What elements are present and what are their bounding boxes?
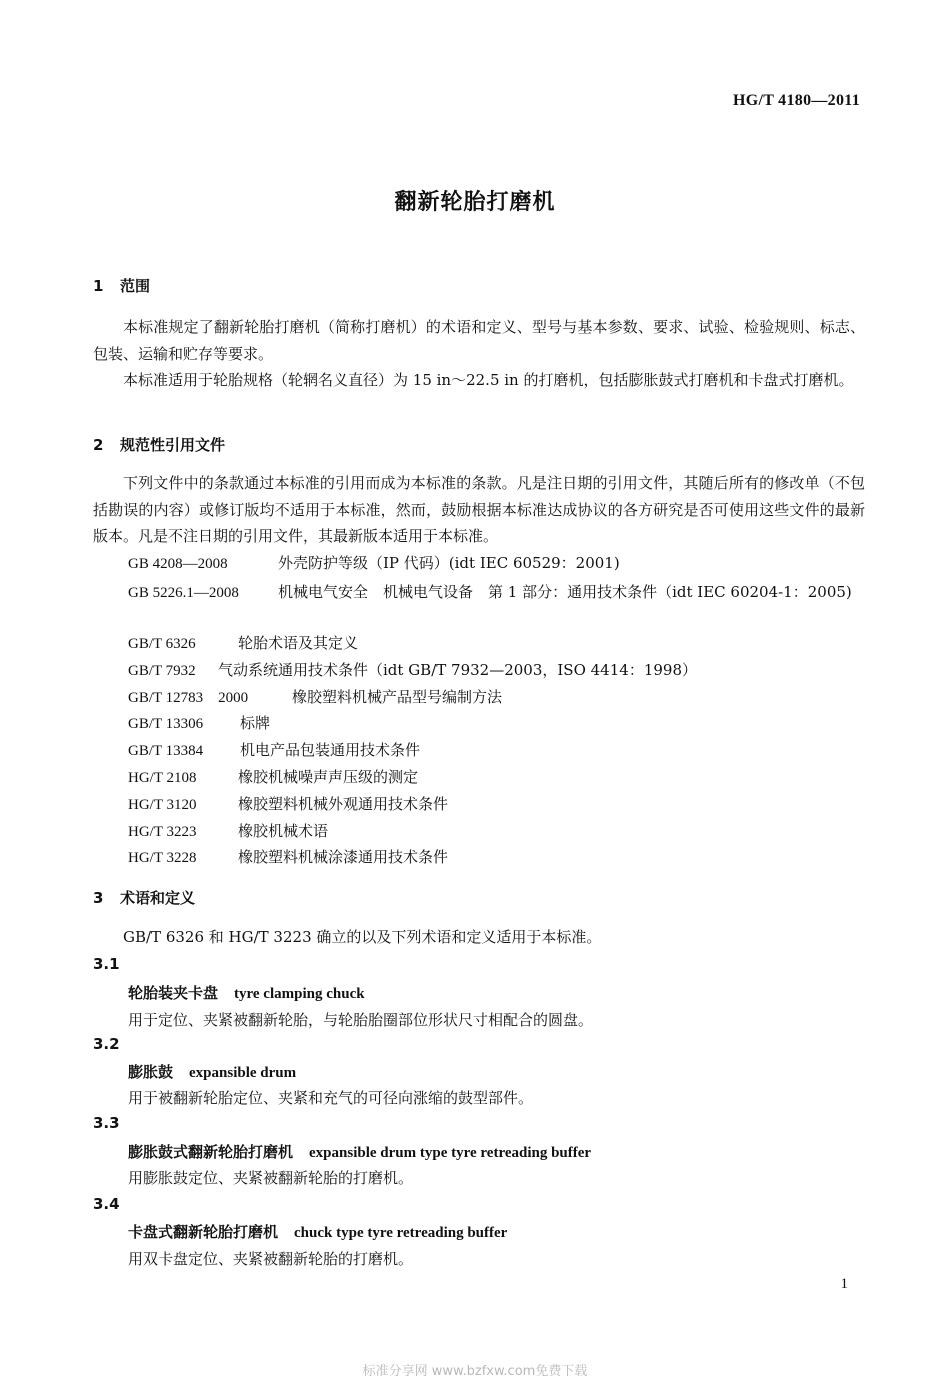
reference-title: 橡胶机械术语 bbox=[238, 822, 329, 840]
reference-title: 外壳防护等级（IP 代码）(idt IEC 60529：2001) bbox=[278, 554, 620, 572]
term-name bbox=[128, 1221, 507, 1242]
paragraph-scope-2: 本标准适用于轮胎规格（轮辋名义直径）为 15 in～22.5 in 的打磨机，包括膨胀鼓式打磨机和卡盘式打磨机。 bbox=[123, 371, 854, 389]
paragraph-normative-refs: 下列文件中的条款通过本标准的引用而成为本标准的条款。凡是注日期的引用文件，其随后所有的修改单（不包括勘误的内容）或修订版均不适用于本标准，然而，鼓励根据本标准达成协议的各方研究是否可使用这些文件的最新版本。凡是不注日期的引用文件，其最新版本适用于本标准。 bbox=[93, 474, 865, 545]
reference-code: GB 5226.1—2008 bbox=[128, 585, 239, 601]
reference-item bbox=[128, 766, 418, 787]
term-name-en: chuck type tyre retreading buffer bbox=[294, 1225, 508, 1241]
reference-code: HG/T 2108 bbox=[128, 770, 197, 786]
term-definition: 用双卡盘定位、夹紧被翻新轮胎的打磨机。 bbox=[128, 1250, 414, 1268]
paragraph-scope-1: 本标准规定了翻新轮胎打磨机（简称打磨机）的术语和定义、型号与基本参数、要求、试验、检验规则、标志、包装、运输和贮存等要求。 bbox=[93, 318, 865, 363]
section-heading-1 bbox=[93, 275, 150, 296]
page-number: 1 bbox=[840, 1276, 848, 1292]
term-name-en: tyre clamping chuck bbox=[234, 986, 365, 1002]
paragraph-terms-intro: GB/T 6326 和 HG/T 3223 确立的以及下列术语和定义适用于本标准。 bbox=[123, 928, 602, 946]
term-name bbox=[128, 1061, 296, 1082]
section-title: 规范性引用文件 bbox=[120, 436, 226, 454]
reference-title: 橡胶塑料机械外观通用技术条件 bbox=[238, 795, 449, 813]
reference-code: GB/T 13306 bbox=[128, 716, 204, 732]
section-heading-2 bbox=[93, 434, 225, 455]
reference-item bbox=[128, 739, 420, 760]
section-heading-3 bbox=[93, 887, 195, 908]
reference-item bbox=[93, 579, 865, 606]
term-number: 3.3 bbox=[93, 1114, 120, 1132]
term-name-en: expansible drum bbox=[189, 1065, 297, 1081]
reference-item bbox=[128, 659, 697, 680]
reference-code: GB/T 13384 bbox=[128, 743, 204, 759]
term-name-en: expansible drum type tyre retreading buffer bbox=[309, 1145, 592, 1161]
reference-item bbox=[128, 793, 448, 814]
reference-code: GB 4208—2008 bbox=[128, 556, 228, 572]
reference-item bbox=[128, 820, 328, 841]
reference-item bbox=[128, 712, 270, 733]
term-name-zh: 膨胀鼓 bbox=[128, 1063, 174, 1081]
reference-code: HG/T 3223 bbox=[128, 824, 197, 840]
document-title: 翻新轮胎打磨机 bbox=[394, 190, 556, 215]
reference-code: HG/T 3120 bbox=[128, 797, 197, 813]
term-name bbox=[128, 982, 365, 1003]
term-number: 3.1 bbox=[93, 955, 120, 973]
reference-item bbox=[128, 846, 448, 867]
reference-title: 轮胎术语及其定义 bbox=[238, 634, 359, 652]
section-title: 范围 bbox=[120, 277, 151, 295]
term-definition: 用于定位、夹紧被翻新轮胎，与轮胎胎圈部位形状尺寸相配合的圆盘。 bbox=[128, 1011, 594, 1029]
term-name-zh: 卡盘式翻新轮胎打磨机 bbox=[128, 1223, 279, 1241]
reference-title: 机械电气安全 机械电气设备 第 1 部分：通用技术条件（idt IEC 60204-1：2005) bbox=[278, 583, 852, 601]
standard-code: HG/T 4180—2011 bbox=[732, 92, 860, 109]
reference-item bbox=[128, 686, 502, 707]
section-number: 2 bbox=[93, 436, 104, 454]
reference-code: GB/T 6326 bbox=[128, 636, 196, 652]
term-number: 3.4 bbox=[93, 1195, 120, 1213]
term-name bbox=[128, 1141, 591, 1162]
reference-code: GB/T 7932 bbox=[128, 663, 196, 679]
footer-watermark: 标准分享网 www.bzfxw.com免费下载 bbox=[362, 1364, 588, 1379]
term-name-zh: 轮胎装夹卡盘 bbox=[128, 984, 219, 1002]
section-number: 3 bbox=[93, 889, 104, 907]
reference-title: 橡胶机械噪声声压级的测定 bbox=[238, 768, 419, 786]
term-definition: 用膨胀鼓定位、夹紧被翻新轮胎的打磨机。 bbox=[128, 1169, 414, 1187]
term-number: 3.2 bbox=[93, 1035, 120, 1053]
reference-title: 橡胶塑料机械涂漆通用技术条件 bbox=[238, 848, 449, 866]
reference-code: HG/T 3228 bbox=[128, 850, 197, 866]
reference-item bbox=[128, 552, 620, 573]
reference-item bbox=[128, 632, 358, 653]
section-number: 1 bbox=[93, 277, 104, 295]
term-definition: 用于被翻新轮胎定位、夹紧和充气的可径向涨缩的鼓型部件。 bbox=[128, 1089, 534, 1107]
section-title: 术语和定义 bbox=[120, 889, 196, 907]
term-name-zh: 膨胀鼓式翻新轮胎打磨机 bbox=[128, 1143, 294, 1161]
reference-title: 标牌 bbox=[240, 714, 271, 732]
reference-title: 气动系统通用技术条件（idt GB/T 7932—2003，ISO 4414：1998） bbox=[218, 661, 697, 679]
reference-code: GB/T 12783 2000 bbox=[128, 690, 249, 706]
reference-title: 橡胶塑料机械产品型号编制方法 bbox=[292, 688, 503, 706]
reference-title: 机电产品包装通用技术条件 bbox=[240, 741, 421, 759]
